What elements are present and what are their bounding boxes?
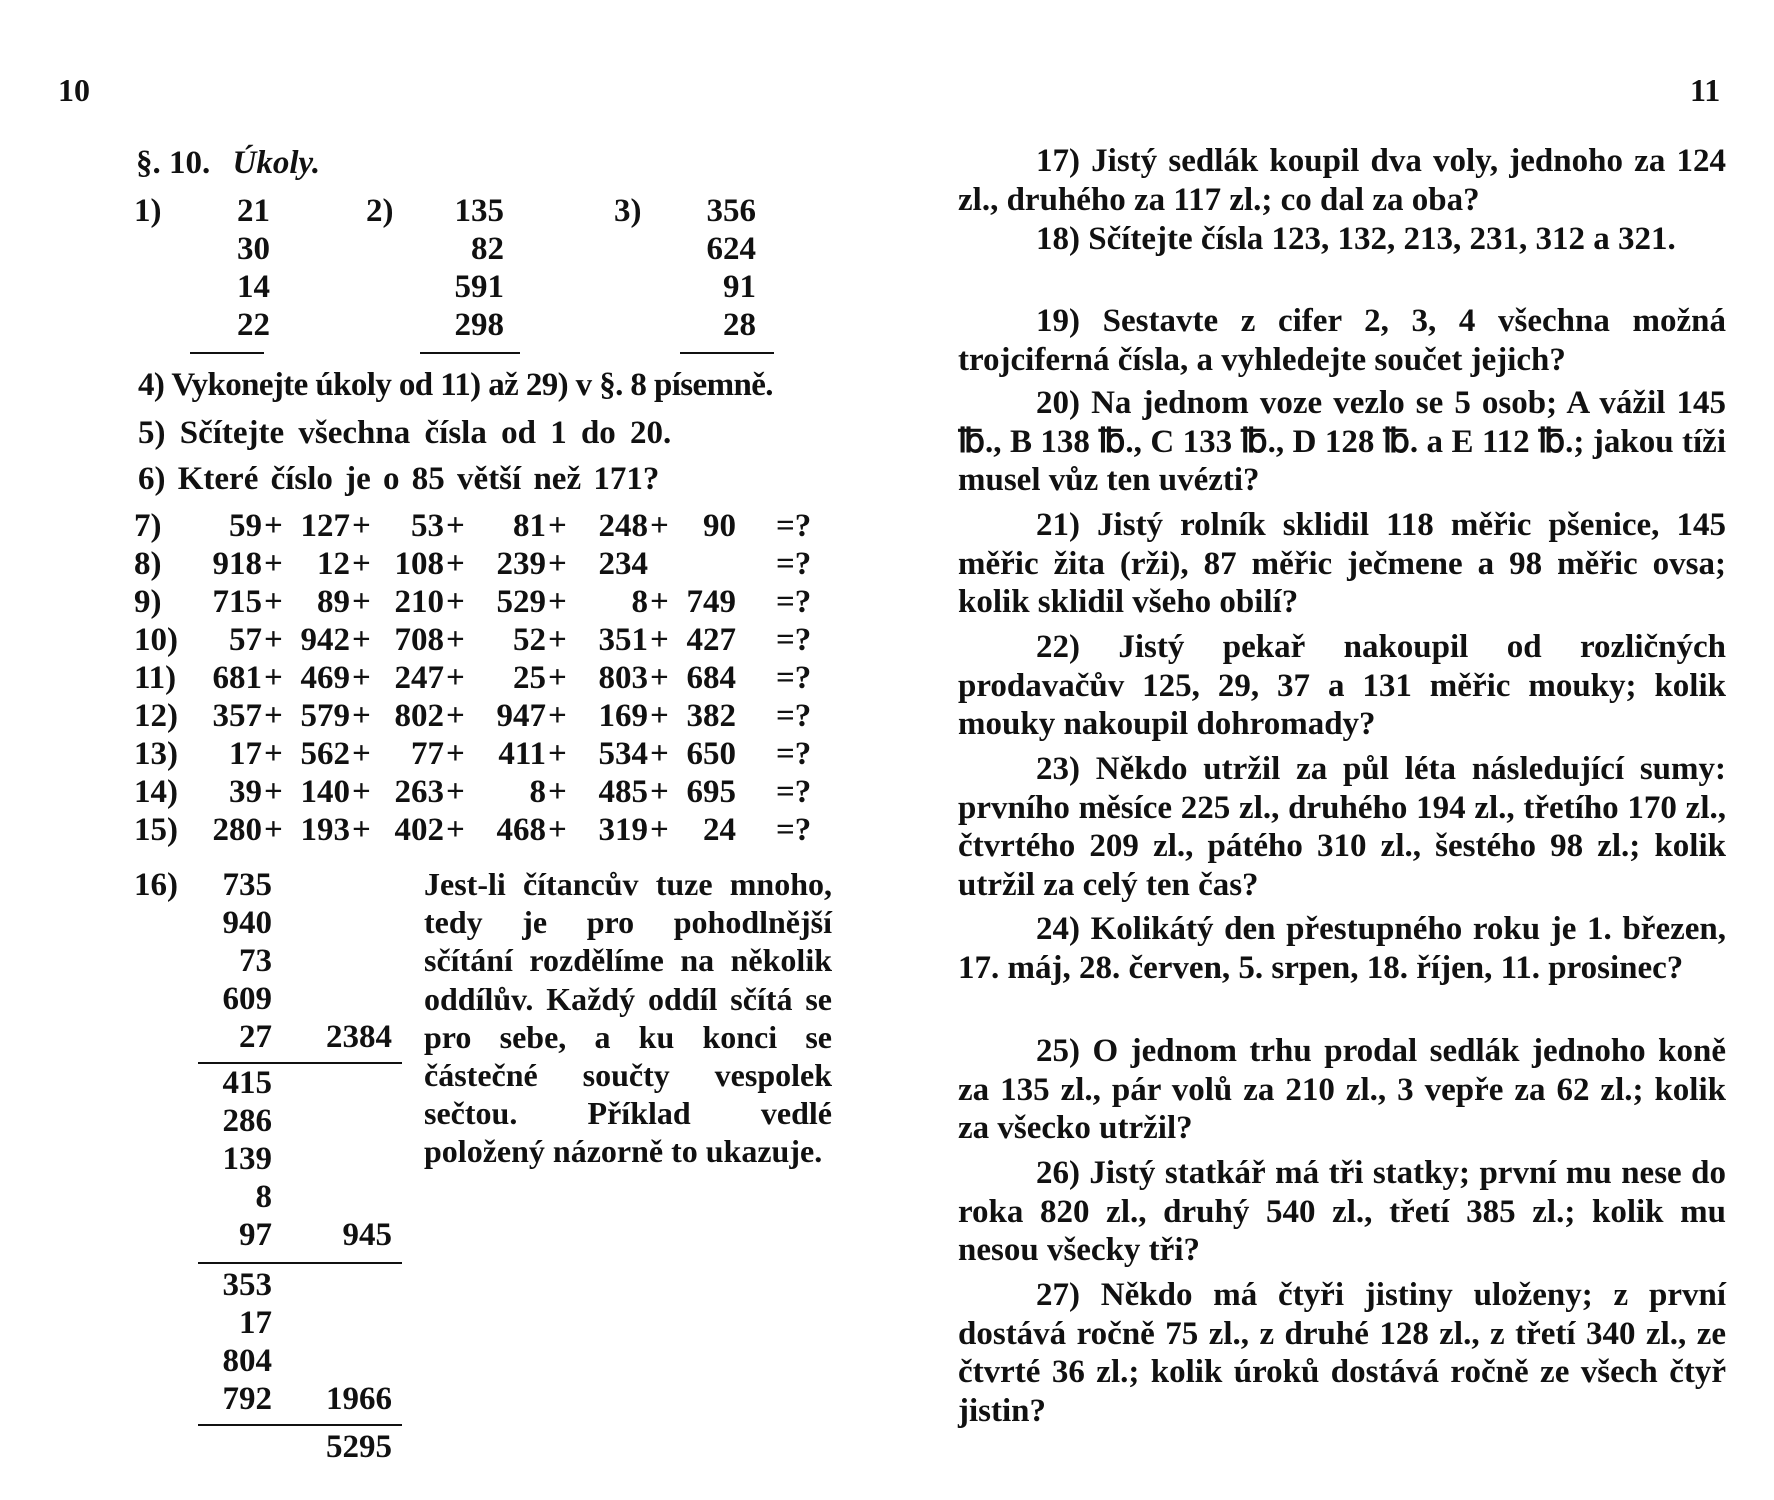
- plus-sign: +: [264, 774, 283, 810]
- plus-sign: +: [352, 698, 371, 734]
- plus-sign: +: [264, 736, 283, 772]
- equation-suffix: =?: [776, 774, 812, 810]
- task-16-note: Jest-li čítancův tuze mnoho, tedy je pro pohodlnější sčítání rozdělíme na několik oddílův. Každý oddíl sčítá se pro sebe, a ku konci se částečné součty vespolek sečtou. Příklad vedlé položený názorně to ukazuje.: [424, 866, 832, 1170]
- task-4: 4) Vykonejte úkoly od 11) až 29) v §. 8 písemně.: [138, 367, 773, 403]
- equation-label: 10): [134, 622, 178, 658]
- equation-term: 534: [598, 736, 648, 772]
- column-3-value: 356: [706, 193, 756, 229]
- page-number-right: 11: [1690, 72, 1721, 108]
- task-16-value: 353: [222, 1267, 272, 1303]
- plus-sign: +: [650, 660, 669, 696]
- task-16-label: 16): [134, 867, 178, 903]
- plus-sign: +: [352, 508, 371, 544]
- equation-term: 25: [513, 660, 546, 696]
- plus-sign: +: [352, 812, 371, 848]
- task-16-value: 27: [239, 1019, 272, 1055]
- equation-term: 427: [686, 622, 736, 658]
- task-16-rule: [198, 1262, 402, 1264]
- column-3-value: 91: [723, 269, 756, 305]
- task-25: 25) O jednom trhu prodal sedlák jednoho koně za 135 zl., pár volů za 210 zl., 3 vepře za 62 zl.; kolik za všecko utržil?: [958, 1033, 1726, 1147]
- equation-term: 681: [212, 660, 262, 696]
- equation-term: 411: [498, 736, 546, 772]
- equation-suffix: =?: [776, 508, 812, 544]
- equation-suffix: =?: [776, 622, 812, 658]
- task-6: 6) Které číslo je o 85 větší než 171?: [138, 461, 660, 497]
- plus-sign: +: [650, 698, 669, 734]
- plus-sign: +: [446, 774, 465, 810]
- column-1-rule: [190, 352, 264, 354]
- plus-sign: +: [446, 698, 465, 734]
- equation-term: 802: [394, 698, 444, 734]
- equation-label: 14): [134, 774, 178, 810]
- task-27: 27) Někdo má čtyři jistiny uloženy; z první dostává ročně 75 zl., z druhé 128 zl., z třetí 340 zl., ze čtvrté 36 zl.; kolik úroků dostává ročně ze všech čtyř jistin?: [958, 1277, 1726, 1429]
- task-16-value: 286: [222, 1103, 272, 1139]
- column-3-rule: [680, 352, 774, 354]
- equation-term: 127: [300, 508, 350, 544]
- task-17: 17) Jistý sedlák koupil dva voly, jednoho za 124 zl., druhého za 117 zl.; co dal za oba?: [958, 143, 1726, 218]
- equation-term: 947: [496, 698, 546, 734]
- equation-term: 17: [229, 736, 262, 772]
- plus-sign: +: [548, 660, 567, 696]
- equation-term: 89: [317, 584, 350, 620]
- section-mark: §. 10.: [136, 145, 211, 181]
- column-1-value: 30: [237, 231, 270, 267]
- column-3-value: 28: [723, 307, 756, 343]
- equation-term: 24: [703, 812, 736, 848]
- task-16-value: 735: [222, 867, 272, 903]
- plus-sign: +: [548, 584, 567, 620]
- equation-term: 52: [513, 622, 546, 658]
- task-16-value: 415: [222, 1065, 272, 1101]
- task-16-value: 73: [239, 943, 272, 979]
- plus-sign: +: [264, 508, 283, 544]
- equation-label: 9): [134, 584, 162, 620]
- task-16-value: 139: [222, 1141, 272, 1177]
- equation-suffix: =?: [776, 546, 812, 582]
- plus-sign: +: [548, 812, 567, 848]
- equation-term: 485: [598, 774, 648, 810]
- plus-sign: +: [446, 622, 465, 658]
- task-19: 19) Sestavte z cifer 2, 3, 4 všechna možná trojciferná čísla, a vyhledejte součet jejich?: [958, 303, 1726, 378]
- equation-term: 650: [686, 736, 736, 772]
- plus-sign: +: [352, 584, 371, 620]
- equation-term: 53: [411, 508, 444, 544]
- plus-sign: +: [264, 698, 283, 734]
- equation-suffix: =?: [776, 736, 812, 772]
- equation-term: 248: [598, 508, 648, 544]
- task-16-value: 792: [222, 1381, 272, 1417]
- equation-term: 140: [300, 774, 350, 810]
- equation-term: 357: [212, 698, 262, 734]
- plus-sign: +: [264, 812, 283, 848]
- equation-term: 708: [394, 622, 444, 658]
- equation-term: 469: [300, 660, 350, 696]
- equation-term: 210: [394, 584, 444, 620]
- equation-suffix: =?: [776, 698, 812, 734]
- equation-term: 402: [394, 812, 444, 848]
- task-16-value: 804: [222, 1343, 272, 1379]
- equation-term: 562: [300, 736, 350, 772]
- column-2-value: 135: [454, 193, 504, 229]
- equation-term: 749: [686, 584, 736, 620]
- equation-label: 13): [134, 736, 178, 772]
- task-16-value: 940: [222, 905, 272, 941]
- equation-term: 918: [212, 546, 262, 582]
- equation-label: 8): [134, 546, 162, 582]
- equation-term: 263: [394, 774, 444, 810]
- equation-term: 8: [529, 774, 546, 810]
- plus-sign: +: [446, 508, 465, 544]
- plus-sign: +: [352, 660, 371, 696]
- plus-sign: +: [548, 774, 567, 810]
- column-2-value: 298: [454, 307, 504, 343]
- equation-term: 59: [229, 508, 262, 544]
- plus-sign: +: [352, 736, 371, 772]
- column-2-rule: [420, 352, 520, 354]
- column-label-1: 1): [134, 193, 162, 229]
- equation-term: 81: [513, 508, 546, 544]
- equation-term: 468: [496, 812, 546, 848]
- equation-term: 193: [300, 812, 350, 848]
- task-21: 21) Jistý rolník sklidil 118 měřic pšenice, 145 měřic žita (rži), 87 měřic ječmene a 98 měřic ovsa; kolik sklidil všeho obilí?: [958, 507, 1726, 621]
- plus-sign: +: [650, 584, 669, 620]
- plus-sign: +: [446, 584, 465, 620]
- task-16-value: 609: [222, 981, 272, 1017]
- equation-label: 7): [134, 508, 162, 544]
- column-2-value: 82: [471, 231, 504, 267]
- plus-sign: +: [650, 812, 669, 848]
- task-16-subtotal: 2384: [326, 1019, 392, 1055]
- equation-label: 11): [134, 660, 177, 696]
- equation-suffix: =?: [776, 660, 812, 696]
- plus-sign: +: [446, 660, 465, 696]
- column-1-value: 14: [237, 269, 270, 305]
- equation-term: 715: [212, 584, 262, 620]
- equation-term: 57: [229, 622, 262, 658]
- plus-sign: +: [650, 736, 669, 772]
- task-16-subtotal: 945: [342, 1217, 392, 1253]
- task-20: 20) Na jednom voze vezlo se 5 osob; A vážil 145 ℔., B 138 ℔., C 133 ℔., D 128 ℔. a E 112 ℔.; jakou tíži musel vůz ten uvézti?: [958, 385, 1726, 499]
- equation-term: 239: [496, 546, 546, 582]
- plus-sign: +: [264, 660, 283, 696]
- equation-suffix: =?: [776, 812, 812, 848]
- equation-term: 77: [411, 736, 444, 772]
- equation-term: 351: [598, 622, 648, 658]
- equation-term: 529: [496, 584, 546, 620]
- equation-term: 319: [598, 812, 648, 848]
- plus-sign: +: [548, 736, 567, 772]
- task-23: 23) Někdo utržil za půl léta následující sumy: prvního měsíce 225 zl., druhého 194 zl., třetího 170 zl., čtvrtého 209 zl., pátého 310 zl., šestého 98 zl.; kolik utržil za celý ten čas?: [958, 751, 1726, 903]
- task-5: 5) Sčítejte všechna čísla od 1 do 20.: [138, 415, 672, 451]
- plus-sign: +: [548, 546, 567, 582]
- plus-sign: +: [264, 584, 283, 620]
- plus-sign: +: [650, 774, 669, 810]
- task-16-value: 97: [239, 1217, 272, 1253]
- task-16-total: 5295: [326, 1429, 392, 1465]
- column-1-value: 21: [237, 193, 270, 229]
- plus-sign: +: [548, 622, 567, 658]
- plus-sign: +: [352, 774, 371, 810]
- column-label-3: 3): [614, 193, 642, 229]
- task-16-rule: [198, 1424, 402, 1426]
- plus-sign: +: [352, 622, 371, 658]
- equation-label: 12): [134, 698, 178, 734]
- equation-label: 15): [134, 812, 178, 848]
- section-heading: [136, 144, 320, 182]
- plus-sign: +: [650, 508, 669, 544]
- column-1-value: 22: [237, 307, 270, 343]
- task-16-value: 17: [239, 1305, 272, 1341]
- equation-term: 382: [686, 698, 736, 734]
- page-number-left: 10: [58, 72, 90, 108]
- equation-term: 169: [598, 698, 648, 734]
- task-18: 18) Sčítejte čísla 123, 132, 213, 231, 312 a 321.: [1036, 221, 1676, 257]
- column-3-value: 624: [706, 231, 756, 267]
- equation-term: 12: [317, 546, 350, 582]
- equation-term: 684: [686, 660, 736, 696]
- equation-term: 803: [598, 660, 648, 696]
- task-26: 26) Jistý statkář má tři statky; první mu nese do roka 820 zl., druhý 540 zl., třetí 385 zl.; kolik mu nesou všecky tři?: [958, 1155, 1726, 1269]
- section-title: Úkoly.: [232, 145, 321, 181]
- equation-term: 8: [631, 584, 648, 620]
- equation-term: 39: [229, 774, 262, 810]
- plus-sign: +: [446, 736, 465, 772]
- plus-sign: +: [548, 698, 567, 734]
- equation-term: 579: [300, 698, 350, 734]
- column-label-2: 2): [366, 193, 394, 229]
- equation-term: 942: [300, 622, 350, 658]
- equation-term: 234: [598, 546, 648, 582]
- plus-sign: +: [446, 546, 465, 582]
- task-24: 24) Kolikátý den přestupného roku je 1. březen, 17. máj, 28. červen, 5. srpen, 18. říjen, 11. prosinec?: [958, 911, 1726, 986]
- task-16-subtotal: 1966: [326, 1381, 392, 1417]
- equation-term: 90: [703, 508, 736, 544]
- plus-sign: +: [446, 812, 465, 848]
- plus-sign: +: [548, 508, 567, 544]
- task-22: 22) Jistý pekař nakoupil od rozličných prodavačův 125, 29, 37 a 131 měřic mouky; kolik mouky nakoupil dohromady?: [958, 629, 1726, 743]
- task-16-value: 8: [255, 1179, 272, 1215]
- plus-sign: +: [264, 546, 283, 582]
- column-2-value: 591: [454, 269, 504, 305]
- plus-sign: +: [650, 622, 669, 658]
- equation-term: 108: [394, 546, 444, 582]
- equation-term: 247: [394, 660, 444, 696]
- equation-term: 280: [212, 812, 262, 848]
- plus-sign: +: [264, 622, 283, 658]
- equation-suffix: =?: [776, 584, 812, 620]
- plus-sign: +: [352, 546, 371, 582]
- equation-term: 695: [686, 774, 736, 810]
